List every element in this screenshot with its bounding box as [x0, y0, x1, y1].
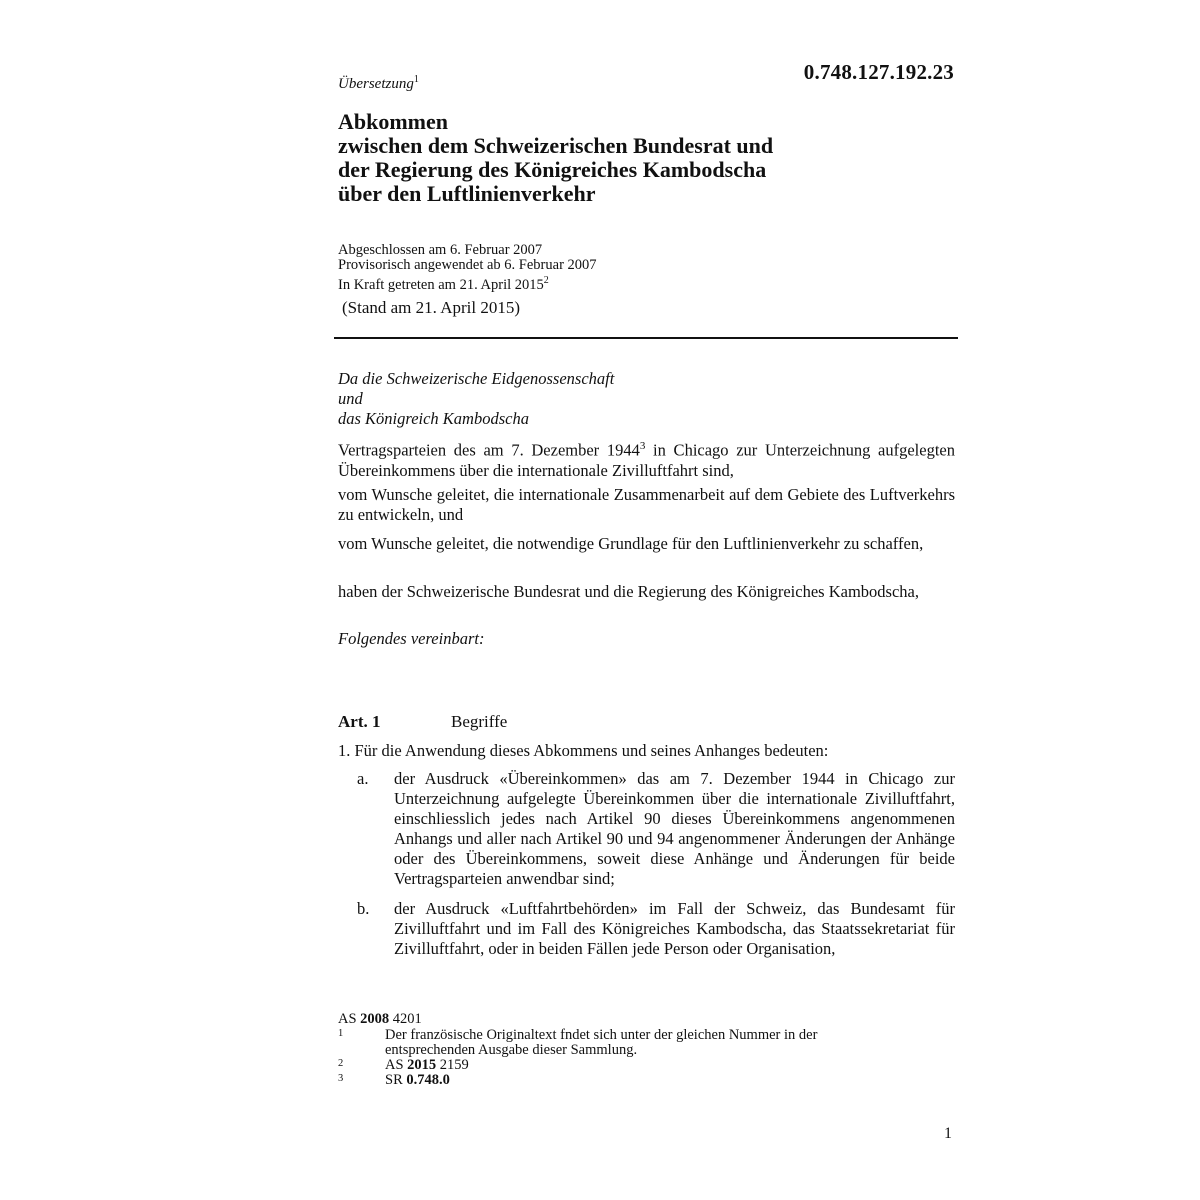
footnote-text: Der französische Originaltext fndet sich unter der gleichen Nummer in der entsprechenden Ausgabe dieser Sammlung. [385, 1027, 818, 1058]
article-number: Art. 1 [338, 712, 381, 731]
footnotes [338, 1012, 898, 1088]
preamble-agreement: Folgendes vereinbart: [338, 629, 485, 648]
footnote-ref-1[interactable]: 1 [413, 74, 419, 85]
preamble-intro-line: und [338, 389, 363, 408]
footnote-number: 3 [338, 1073, 344, 1084]
footnote-suffix: 2159 [439, 1057, 469, 1073]
preamble-paragraph-4: haben der Schweizerische Bundesrat und die Regierung des Königreiches Kambodscha, [338, 582, 919, 601]
source-reference [338, 1012, 898, 1027]
title-line: über den Luftlinienverkehr [338, 181, 596, 206]
article-heading [338, 712, 508, 732]
concluded-date: Abgeschlossen am 6. Februar 2007 [338, 242, 543, 258]
list-item-letter: b. [357, 899, 370, 918]
header-divider [334, 337, 958, 339]
translation-label: Übersetzung [338, 76, 414, 92]
footnote-1 [338, 1028, 898, 1058]
list-item-letter: a. [357, 769, 369, 788]
list-item-text: der Ausdruck «Übereinkommen» das am 7. Dezember 1944 in Chicago zur Unterzeichnung aufgelegte Übereinkommen über die internationale Zivilluftfahrt, einschliesslich jedes nach Artikel 90 dieses Übereinkommens angenommenen Anhangs und aller nach Artikel 90 und 94 angenommener Änderungen der Anhänge oder des Übereinkommens, soweit diese Anhänge und Änderungen für beide Vertragsparteien anwendbar sind; [394, 769, 955, 888]
footnote-prefix: AS [385, 1057, 404, 1073]
title-line: der Regierung des Königreiches Kambodscha [338, 157, 767, 182]
list-item-text: der Ausdruck «Luftfahrtbehörden» im Fall der Schweiz, das Bundesamt für Zivilluftfahrt und im Fall des Königreiches Kambodscha, das Staatssekretariat für Zivilluftfahrt, oder in beiden Fällen jede Person oder Organisation, [394, 899, 955, 958]
source-prefix: AS [338, 1011, 357, 1027]
source-page: 4201 [392, 1011, 422, 1027]
preamble-paragraph-3: vom Wunsche geleitet, die notwendige Grundlage für den Luftlinienverkehr zu schaffen, [338, 534, 924, 553]
stand-date: (Stand am 21. April 2015) [342, 298, 521, 317]
document-title [338, 110, 898, 206]
preamble-intro-line: Da die Schweizerische Eidgenossenschaft [338, 369, 615, 388]
sr-number: 0.748.127.192.23 [803, 60, 954, 84]
in-force-date: In Kraft getreten am 21. April 2015 [338, 276, 544, 293]
list-item [357, 769, 955, 889]
article-title: Begriffe [451, 712, 508, 731]
footnote-3 [338, 1073, 898, 1088]
title-line: Abkommen [338, 109, 449, 134]
footnote-number: 2 [338, 1058, 344, 1069]
preamble-paragraph-2: vom Wunsche geleitet, die internationale Zusammenarbeit auf dem Gebiete des Luftverkehrs zu entwickeln, und [338, 485, 955, 524]
footnote-ref-2[interactable]: 2 [543, 275, 549, 286]
source-year: 2008 [360, 1011, 390, 1027]
footnote-2 [338, 1058, 898, 1073]
preamble-text: in Chicago zur Unterzeichnung aufgelegten Übereinkommens über die internationale Zivilluftfahrt sind, [338, 440, 955, 480]
preamble-paragraph-1 [338, 436, 955, 481]
document-dates [338, 243, 597, 293]
footnote-ref-3[interactable]: 3 [639, 440, 646, 452]
in-force-date-line [338, 273, 597, 293]
provisional-date: Provisorisch angewendet ab 6. Februar 2007 [338, 257, 597, 273]
page-number: 1 [944, 1125, 952, 1142]
preamble-intro-line: das Königreich Kambodscha [338, 409, 529, 428]
footnote-number: 1 [338, 1028, 344, 1039]
article-paragraph: 1. Für die Anwendung dieses Abkommens und seines Anhanges bedeuten: [338, 741, 829, 760]
translation-note [338, 74, 419, 93]
preamble-text: Vertragsparteien des am 7. Dezember 1944 [338, 440, 640, 460]
footnote-bold: 2015 [407, 1057, 437, 1073]
list-item [357, 899, 955, 959]
title-line: zwischen dem Schweizerischen Bundesrat und [338, 133, 774, 158]
preamble-intro [338, 369, 955, 429]
footnote-prefix: SR [385, 1072, 403, 1088]
footnote-bold: 0.748.0 [406, 1072, 450, 1088]
